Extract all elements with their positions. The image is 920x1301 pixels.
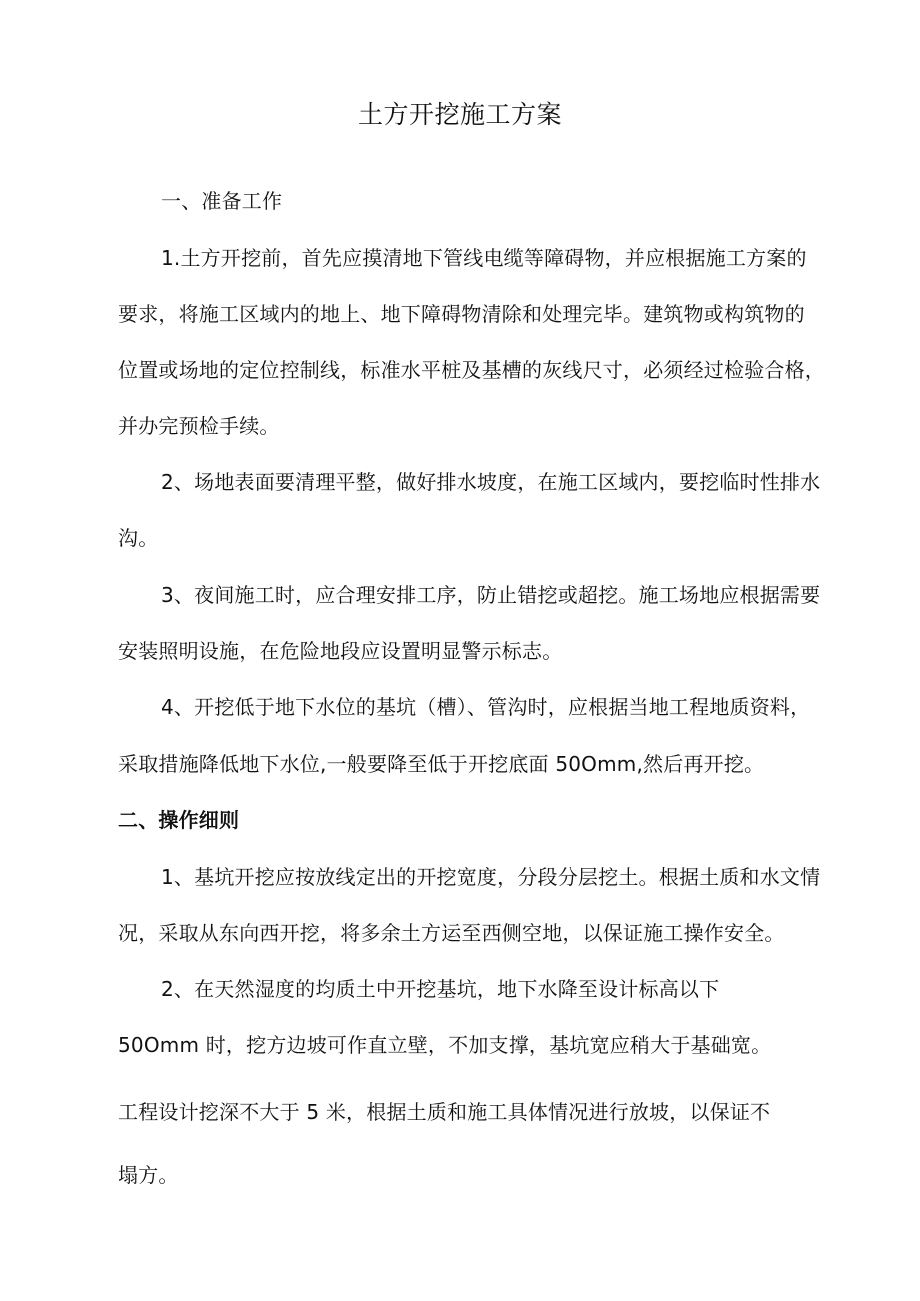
- section-heading-operation-rules: 二、操作细则: [118, 808, 240, 832]
- paragraph-line: 1.土方开挖前，首先应摸清地下管线电缆等障碍物，并应根据施工方案的: [161, 246, 807, 270]
- paragraph-line: 工程设计挖深不大于 5 米，根据土质和施工具体情况进行放坡，以保证不: [118, 1100, 771, 1124]
- paragraph-line: 50Omm 时，挖方边坡可作直立壁，不加支撑，基坑宽应稍大于基础宽。: [118, 1033, 772, 1057]
- paragraph-line: 安装照明设施，在危险地段应设置明显警示标志。: [118, 639, 563, 663]
- paragraph-line: 1、基坑开挖应按放线定出的开挖宽度，分段分层挖土。根据土质和水文情: [161, 865, 821, 889]
- paragraph-line: 4、开挖低于地下水位的基坑（槽）、管沟时，应根据当地工程地质资料，: [161, 695, 811, 719]
- paragraph-line: 3、夜间施工时，应合理安排工序，防止错挖或超挖。施工场地应根据需要: [161, 583, 821, 607]
- paragraph-line: 况，采取从东向西开挖，将多余土方运至西侧空地，以保证施工操作安全。: [118, 921, 785, 945]
- paragraph-line: 沟。: [118, 526, 159, 550]
- section-heading-preparation: 一、准备工作: [161, 189, 283, 213]
- paragraph-line: 2、在天然湿度的均质土中开挖基坑，地下水降至设计标高以下: [161, 977, 720, 1001]
- paragraph-line: 要求，将施工区域内的地上、地下障碍物清除和处理完毕。建筑物或构筑物的: [118, 302, 805, 326]
- document-title: 土方开挖施工方案: [357, 100, 562, 129]
- paragraph-line: 并办完预检手续。: [118, 414, 280, 438]
- paragraph-line: 位置或场地的定位控制线，标准水平桩及基槽的灰线尺寸，必须经过检验合格，: [118, 358, 825, 382]
- paragraph-line: 塌方。: [118, 1163, 179, 1187]
- paragraph-line: 采取措施降低地下水位,一般要降至低于开挖底面 50Omm,然后再开挖。: [118, 752, 765, 776]
- paragraph-line: 2、场地表面要清理平整，做好排水坡度，在施工区域内，要挖临时性排水: [161, 470, 821, 494]
